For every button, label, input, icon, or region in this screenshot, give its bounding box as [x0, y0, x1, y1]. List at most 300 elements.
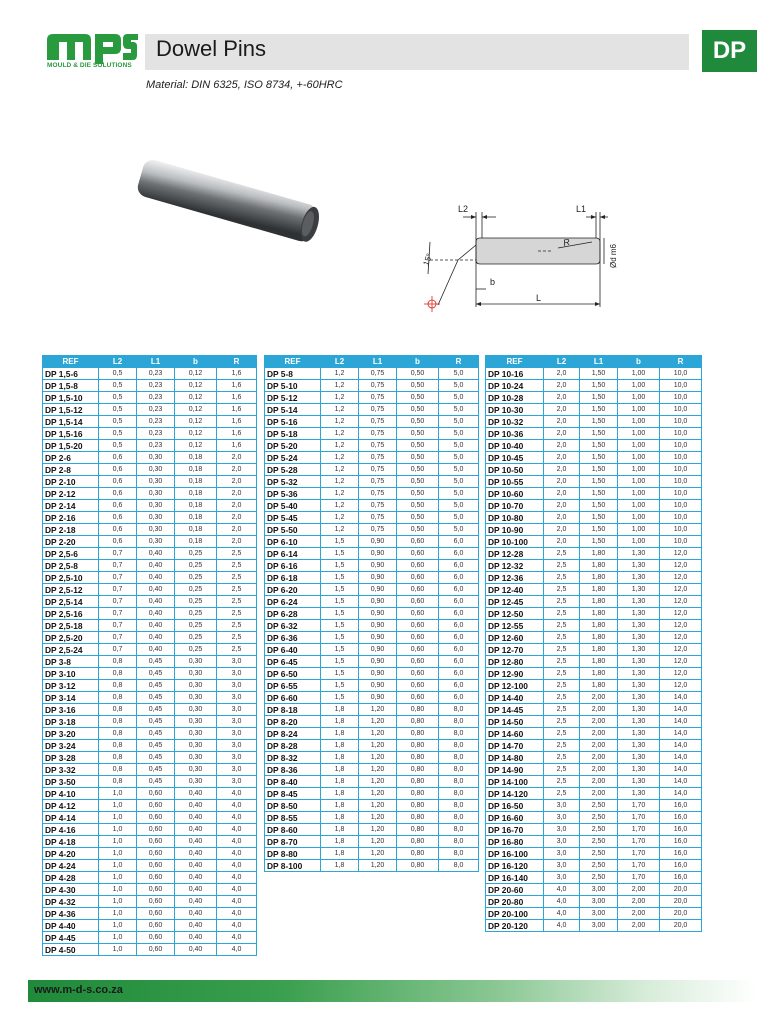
table-row	[265, 680, 479, 692]
ref-cell: DP 5-50	[265, 524, 321, 536]
table-row	[43, 860, 257, 872]
table-row	[486, 824, 702, 836]
value-cell: 0,60	[137, 872, 175, 884]
value-cell: 1,30	[618, 788, 660, 800]
value-cell: 0,25	[175, 620, 217, 632]
value-cell: 0,30	[137, 464, 175, 476]
label-l: L	[536, 293, 542, 303]
table-row	[43, 488, 257, 500]
value-cell: 0,60	[397, 596, 439, 608]
value-cell: 1,5	[321, 572, 359, 584]
table-row	[486, 764, 702, 776]
value-cell: 6,0	[439, 560, 479, 572]
table-row	[265, 764, 479, 776]
table-row	[43, 404, 257, 416]
ref-cell: DP 3-32	[43, 764, 99, 776]
value-cell: 2,50	[580, 860, 618, 872]
value-cell: 2,0	[217, 512, 257, 524]
table-row	[43, 740, 257, 752]
value-cell: 0,30	[137, 476, 175, 488]
value-cell: 1,5	[321, 620, 359, 632]
value-cell: 0,5	[99, 440, 137, 452]
value-cell: 0,40	[137, 608, 175, 620]
value-cell: 1,50	[580, 452, 618, 464]
ref-cell: DP 1,5-10	[43, 392, 99, 404]
table-row	[265, 836, 479, 848]
value-cell: 1,2	[321, 380, 359, 392]
value-cell: 6,0	[439, 620, 479, 632]
value-cell: 2,0	[544, 464, 580, 476]
value-cell: 2,0	[217, 524, 257, 536]
value-cell: 0,60	[397, 584, 439, 596]
value-cell: 10,0	[660, 416, 702, 428]
value-cell: 0,75	[359, 392, 397, 404]
value-cell: 6,0	[439, 596, 479, 608]
ref-cell: DP 12-90	[486, 668, 544, 680]
value-cell: 0,45	[137, 692, 175, 704]
value-cell: 2,0	[217, 452, 257, 464]
ref-cell: DP 16-60	[486, 812, 544, 824]
table-row	[43, 548, 257, 560]
table-row	[265, 416, 479, 428]
value-cell: 5,0	[439, 476, 479, 488]
value-cell: 5,0	[439, 488, 479, 500]
value-cell: 1,2	[321, 488, 359, 500]
table-row	[265, 488, 479, 500]
table-row	[43, 812, 257, 824]
value-cell: 0,23	[137, 428, 175, 440]
table-row	[265, 560, 479, 572]
table-row	[43, 608, 257, 620]
value-cell: 0,18	[175, 536, 217, 548]
value-cell: 1,5	[321, 584, 359, 596]
value-cell: 3,00	[580, 884, 618, 896]
value-cell: 0,40	[175, 920, 217, 932]
value-cell: 1,0	[99, 812, 137, 824]
value-cell: 16,0	[660, 824, 702, 836]
value-cell: 6,0	[439, 608, 479, 620]
value-cell: 0,50	[397, 416, 439, 428]
ref-cell: DP 4-32	[43, 896, 99, 908]
col-r: R	[439, 356, 479, 368]
value-cell: 3,0	[217, 752, 257, 764]
value-cell: 2,5	[544, 632, 580, 644]
value-cell: 10,0	[660, 536, 702, 548]
label-angle: 15°	[421, 252, 435, 267]
value-cell: 4,0	[217, 836, 257, 848]
table-row	[43, 908, 257, 920]
ref-cell: DP 2,5-8	[43, 560, 99, 572]
value-cell: 0,7	[99, 632, 137, 644]
ref-cell: DP 6-16	[265, 560, 321, 572]
value-cell: 2,5	[544, 548, 580, 560]
value-cell: 8,0	[439, 812, 479, 824]
ref-cell: DP 1,5-14	[43, 416, 99, 428]
ref-cell: DP 3-8	[43, 656, 99, 668]
table-row	[43, 776, 257, 788]
table-row	[43, 464, 257, 476]
value-cell: 1,2	[321, 512, 359, 524]
value-cell: 1,30	[618, 740, 660, 752]
ref-cell: DP 6-14	[265, 548, 321, 560]
value-cell: 0,50	[397, 428, 439, 440]
value-cell: 0,40	[175, 824, 217, 836]
table-row	[265, 536, 479, 548]
table-row	[486, 404, 702, 416]
value-cell: 12,0	[660, 680, 702, 692]
value-cell: 16,0	[660, 848, 702, 860]
ref-cell: DP 6-40	[265, 644, 321, 656]
ref-cell: DP 8-70	[265, 836, 321, 848]
value-cell: 5,0	[439, 524, 479, 536]
table-row	[486, 644, 702, 656]
ref-cell: DP 10-45	[486, 452, 544, 464]
value-cell: 2,00	[580, 776, 618, 788]
value-cell: 0,30	[175, 764, 217, 776]
table-row	[265, 572, 479, 584]
value-cell: 0,90	[359, 632, 397, 644]
table-row	[265, 548, 479, 560]
value-cell: 1,00	[618, 380, 660, 392]
value-cell: 2,5	[544, 704, 580, 716]
value-cell: 8,0	[439, 788, 479, 800]
value-cell: 1,2	[321, 464, 359, 476]
value-cell: 1,5	[321, 632, 359, 644]
value-cell: 3,0	[544, 860, 580, 872]
value-cell: 1,0	[99, 800, 137, 812]
value-cell: 5,0	[439, 404, 479, 416]
table-row	[265, 824, 479, 836]
table-row	[486, 524, 702, 536]
value-cell: 1,00	[618, 512, 660, 524]
value-cell: 8,0	[439, 860, 479, 872]
ref-cell: DP 3-24	[43, 740, 99, 752]
ref-cell: DP 14-50	[486, 716, 544, 728]
ref-cell: DP 14-120	[486, 788, 544, 800]
value-cell: 2,0	[217, 536, 257, 548]
ref-cell: DP 3-12	[43, 680, 99, 692]
ref-cell: DP 3-18	[43, 716, 99, 728]
table-row	[43, 800, 257, 812]
table-row	[486, 416, 702, 428]
ref-cell: DP 5-40	[265, 500, 321, 512]
value-cell: 8,0	[439, 824, 479, 836]
value-cell: 1,2	[321, 404, 359, 416]
value-cell: 10,0	[660, 428, 702, 440]
value-cell: 0,75	[359, 404, 397, 416]
table-row	[486, 512, 702, 524]
table-row	[486, 584, 702, 596]
table-row	[43, 752, 257, 764]
table-row	[265, 524, 479, 536]
value-cell: 2,00	[618, 884, 660, 896]
ref-cell: DP 10-32	[486, 416, 544, 428]
value-cell: 1,30	[618, 752, 660, 764]
ref-cell: DP 12-55	[486, 620, 544, 632]
dowel-pin-diagram	[418, 200, 640, 315]
table-row	[43, 716, 257, 728]
table-row	[486, 896, 702, 908]
col-ref: REF	[486, 356, 544, 368]
value-cell: 0,80	[397, 752, 439, 764]
table-row	[43, 896, 257, 908]
value-cell: 2,0	[544, 524, 580, 536]
ref-cell: DP 16-140	[486, 872, 544, 884]
value-cell: 1,8	[321, 848, 359, 860]
ref-cell: DP 8-20	[265, 716, 321, 728]
value-cell: 14,0	[660, 728, 702, 740]
value-cell: 0,75	[359, 512, 397, 524]
ref-cell: DP 12-28	[486, 548, 544, 560]
table-row	[486, 608, 702, 620]
value-cell: 1,50	[580, 368, 618, 380]
value-cell: 10,0	[660, 476, 702, 488]
value-cell: 1,8	[321, 776, 359, 788]
ref-cell: DP 14-60	[486, 728, 544, 740]
value-cell: 4,0	[217, 908, 257, 920]
value-cell: 8,0	[439, 740, 479, 752]
value-cell: 0,6	[99, 512, 137, 524]
value-cell: 4,0	[217, 860, 257, 872]
value-cell: 1,00	[618, 392, 660, 404]
value-cell: 1,00	[618, 368, 660, 380]
table-row	[486, 860, 702, 872]
value-cell: 1,2	[321, 476, 359, 488]
value-cell: 0,40	[175, 908, 217, 920]
value-cell: 1,80	[580, 644, 618, 656]
ref-cell: DP 2,5-12	[43, 584, 99, 596]
value-cell: 0,50	[397, 512, 439, 524]
value-cell: 0,6	[99, 536, 137, 548]
table-row	[265, 368, 479, 380]
value-cell: 0,50	[397, 392, 439, 404]
value-cell: 4,0	[217, 884, 257, 896]
table-row	[486, 464, 702, 476]
value-cell: 2,00	[580, 716, 618, 728]
value-cell: 2,5	[217, 560, 257, 572]
value-cell: 0,50	[397, 464, 439, 476]
ref-cell: DP 8-24	[265, 728, 321, 740]
ref-cell: DP 20-100	[486, 908, 544, 920]
table-row	[486, 476, 702, 488]
value-cell: 0,50	[397, 452, 439, 464]
value-cell: 0,60	[137, 788, 175, 800]
table-row	[265, 476, 479, 488]
value-cell: 0,30	[175, 668, 217, 680]
value-cell: 16,0	[660, 812, 702, 824]
table-row	[486, 392, 702, 404]
value-cell: 1,70	[618, 812, 660, 824]
value-cell: 1,8	[321, 824, 359, 836]
table-row	[43, 872, 257, 884]
value-cell: 0,50	[397, 476, 439, 488]
ref-cell: DP 2,5-18	[43, 620, 99, 632]
ref-cell: DP 6-24	[265, 596, 321, 608]
value-cell: 5,0	[439, 380, 479, 392]
ref-cell: DP 14-45	[486, 704, 544, 716]
table-row	[43, 656, 257, 668]
value-cell: 1,6	[217, 392, 257, 404]
col-l1: L1	[580, 356, 618, 368]
value-cell: 0,90	[359, 560, 397, 572]
ref-cell: DP 10-16	[486, 368, 544, 380]
ref-cell: DP 8-18	[265, 704, 321, 716]
value-cell: 2,5	[544, 692, 580, 704]
value-cell: 1,8	[321, 740, 359, 752]
value-cell: 0,30	[175, 776, 217, 788]
table-row	[43, 788, 257, 800]
value-cell: 0,40	[137, 596, 175, 608]
table-row	[486, 668, 702, 680]
value-cell: 2,5	[544, 788, 580, 800]
ref-cell: DP 5-14	[265, 404, 321, 416]
table-row	[43, 392, 257, 404]
ref-cell: DP 16-70	[486, 824, 544, 836]
ref-cell: DP 6-20	[265, 584, 321, 596]
value-cell: 0,12	[175, 440, 217, 452]
dowel-pin-photo	[128, 150, 328, 260]
value-cell: 0,25	[175, 608, 217, 620]
value-cell: 1,50	[580, 404, 618, 416]
table-row	[486, 380, 702, 392]
value-cell: 3,0	[544, 800, 580, 812]
table-row	[265, 728, 479, 740]
value-cell: 14,0	[660, 704, 702, 716]
value-cell: 1,0	[99, 932, 137, 944]
value-cell: 0,25	[175, 584, 217, 596]
value-cell: 1,6	[217, 428, 257, 440]
value-cell: 2,0	[217, 488, 257, 500]
footer-bar	[28, 980, 756, 1002]
ref-cell: DP 12-45	[486, 596, 544, 608]
value-cell: 0,18	[175, 476, 217, 488]
value-cell: 1,30	[618, 620, 660, 632]
ref-cell: DP 6-60	[265, 692, 321, 704]
value-cell: 2,00	[580, 704, 618, 716]
value-cell: 2,5	[544, 728, 580, 740]
value-cell: 0,90	[359, 656, 397, 668]
table-row	[486, 848, 702, 860]
value-cell: 0,7	[99, 596, 137, 608]
value-cell: 0,60	[397, 548, 439, 560]
value-cell: 0,45	[137, 776, 175, 788]
ref-cell: DP 10-24	[486, 380, 544, 392]
value-cell: 0,80	[397, 728, 439, 740]
value-cell: 0,8	[99, 668, 137, 680]
value-cell: 0,25	[175, 596, 217, 608]
value-cell: 0,25	[175, 632, 217, 644]
value-cell: 3,0	[217, 776, 257, 788]
value-cell: 2,5	[217, 620, 257, 632]
value-cell: 1,50	[580, 524, 618, 536]
ref-cell: DP 6-55	[265, 680, 321, 692]
ref-cell: DP 5-16	[265, 416, 321, 428]
table-row	[265, 704, 479, 716]
value-cell: 1,00	[618, 500, 660, 512]
value-cell: 10,0	[660, 392, 702, 404]
value-cell: 0,6	[99, 524, 137, 536]
value-cell: 1,50	[580, 500, 618, 512]
value-cell: 0,60	[397, 668, 439, 680]
table-row	[486, 800, 702, 812]
ref-cell: DP 3-16	[43, 704, 99, 716]
value-cell: 0,45	[137, 728, 175, 740]
ref-cell: DP 6-10	[265, 536, 321, 548]
label-diameter: Ød m6	[609, 243, 618, 268]
value-cell: 2,0	[217, 476, 257, 488]
value-cell: 5,0	[439, 428, 479, 440]
value-cell: 1,30	[618, 584, 660, 596]
table-row	[265, 800, 479, 812]
value-cell: 8,0	[439, 800, 479, 812]
ref-cell: DP 8-40	[265, 776, 321, 788]
table-row	[265, 716, 479, 728]
value-cell: 0,23	[137, 392, 175, 404]
value-cell: 1,30	[618, 656, 660, 668]
value-cell: 0,18	[175, 524, 217, 536]
value-cell: 0,40	[137, 620, 175, 632]
value-cell: 1,30	[618, 608, 660, 620]
value-cell: 3,0	[217, 704, 257, 716]
value-cell: 1,0	[99, 848, 137, 860]
table-row	[43, 512, 257, 524]
value-cell: 4,0	[217, 824, 257, 836]
value-cell: 0,40	[137, 584, 175, 596]
value-cell: 5,0	[439, 440, 479, 452]
value-cell: 0,40	[137, 572, 175, 584]
value-cell: 2,5	[217, 608, 257, 620]
value-cell: 2,5	[544, 668, 580, 680]
ref-cell: DP 4-24	[43, 860, 99, 872]
value-cell: 10,0	[660, 464, 702, 476]
table-row	[265, 860, 479, 872]
value-cell: 3,0	[217, 692, 257, 704]
ref-cell: DP 10-40	[486, 440, 544, 452]
value-cell: 1,00	[618, 404, 660, 416]
value-cell: 3,00	[580, 908, 618, 920]
table-row	[43, 704, 257, 716]
value-cell: 4,0	[544, 896, 580, 908]
value-cell: 2,0	[544, 500, 580, 512]
ref-cell: DP 14-40	[486, 692, 544, 704]
table-row	[43, 764, 257, 776]
value-cell: 1,0	[99, 920, 137, 932]
value-cell: 0,60	[397, 632, 439, 644]
value-cell: 12,0	[660, 668, 702, 680]
table-row	[486, 836, 702, 848]
value-cell: 2,5	[544, 644, 580, 656]
ref-cell: DP 1,5-20	[43, 440, 99, 452]
value-cell: 1,8	[321, 800, 359, 812]
table-row	[43, 524, 257, 536]
value-cell: 5,0	[439, 416, 479, 428]
ref-cell: DP 4-28	[43, 872, 99, 884]
footer-url[interactable]: www.m-d-s.co.za	[34, 984, 123, 996]
value-cell: 1,50	[580, 464, 618, 476]
value-cell: 1,70	[618, 824, 660, 836]
value-cell: 0,90	[359, 644, 397, 656]
value-cell: 1,80	[580, 584, 618, 596]
col-b: b	[175, 356, 217, 368]
table-row	[486, 740, 702, 752]
value-cell: 0,8	[99, 692, 137, 704]
value-cell: 0,8	[99, 716, 137, 728]
ref-cell: DP 5-18	[265, 428, 321, 440]
value-cell: 8,0	[439, 776, 479, 788]
table-row	[43, 440, 257, 452]
table-row	[265, 776, 479, 788]
ref-cell: DP 2-12	[43, 488, 99, 500]
